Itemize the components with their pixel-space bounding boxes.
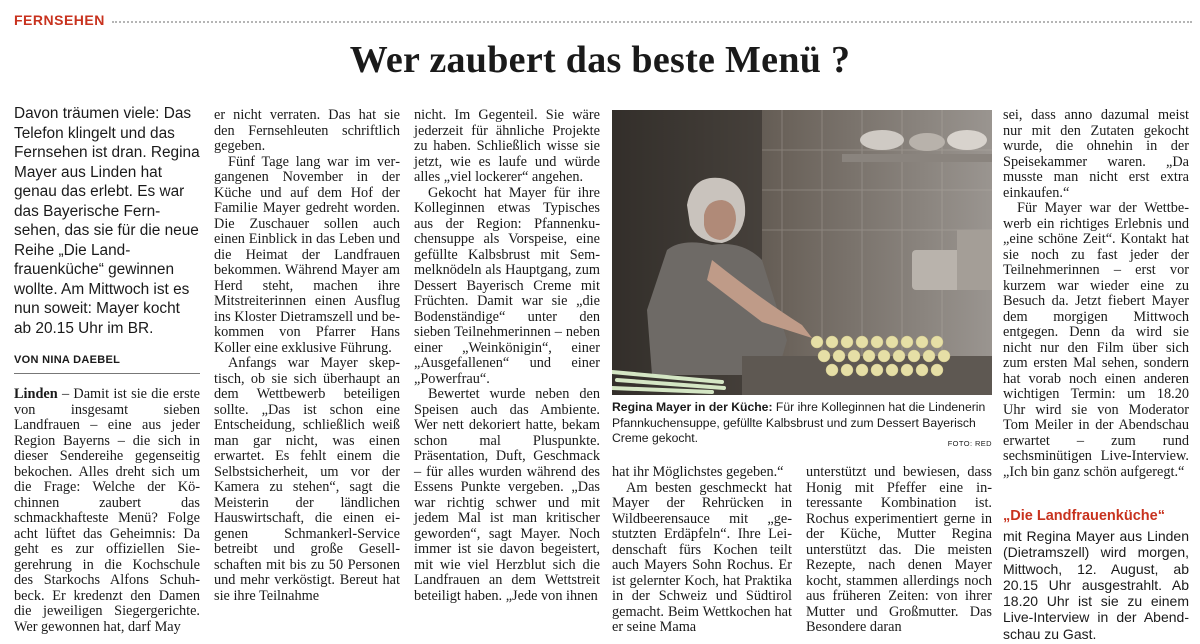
paragraph [14, 387, 200, 635]
article-column-2 [214, 108, 400, 604]
article-byline: VON NINA DAEBEL [14, 354, 121, 366]
kitchen-photo [612, 110, 992, 395]
photo-credit: FOTO: RED [947, 439, 992, 448]
paragraph: unterstützt und bewiesen, dass Honig mit Pfeffer eine interessante Kombination ist. Rochus experimentiert gerne in der Küche, Mutter Regina unterstützt das. Die meisten Rezepte, nach denen Mayer kocht, stammen allerdings noch aus früheren Zeiten: von ihrer Mutter und Großmutter. Das Besondere daran [806, 464, 992, 635]
article-column-6 [1003, 108, 1189, 480]
paragraph: hat ihr Möglichstes gegeben.“ [612, 464, 784, 480]
paragraph: Für Mayer war der Wettbewerb ein richtiges Erlebnis und „eine schöne Zeit“. Kontakt hat sie noch zu fast jeder der Teilnehmerinnen – erst vor kurzem war wieder eine zu Besuch da. Jetzt fiebert Mayer dem morgigen Mittwoch entgegen. Denn da wird sie nicht nur den Film über sich zum ersten Mal sehen, sondern hat vorab noch einen anderen wichtigen Termin: um 18.20 Uhr wird sie von Moderator Tom Meiler in der Abendschau erwartet – zum rund sechsminütigen Live-Interview. „Ich bin ganz schön aufgeregt.“ [1003, 200, 1189, 480]
paragraph: Bewertet wurde neben den Speisen auch das Ambiente. Wer nett dekoriert hatte, bekam schon mal Pluspunkte. Präsentation, Duft, Geschmack – für alles wurden während des Essens Punkte vergeben. „Das war richtig schwer und mit jedem Mal ist man kritischer geworden“, sagt Mayer. Noch immer ist sie davon begeistert, mit wie viel Herzblut sich die Landfrauen an dem Wettstreit beteiligt haben. „Jede von ihnen [414, 386, 600, 604]
infobox-text: mit Regina Mayer aus Linden (Dietramszell) wird morgen, Mittwoch, 12. August, ab 20.15 Uhr ausgestrahlt. Ab 18.20 Uhr ist sie zu einem Live-Interview in der Abendschau zu Gast. [1003, 528, 1189, 642]
article-column-5 [806, 465, 992, 636]
article-column-1 [14, 387, 200, 635]
article-photo [612, 110, 992, 395]
rubric-divider [112, 21, 1192, 23]
paragraph: Gekocht hat Mayer für ihre Kolleginnen etwas Typisches aus der Region: Pfannenkuchensuppe als Vorspeise, eine gefüllte Kalbsbrust mit Semmelknödeln als Hauptgang, zum Dessert Bayerisch Creme mit Früchten. Damit war sie „die Bodenständige“ unter den sieben Teilnehmerinnen – neben einer „Weinkönigin“, einer „Ausgefallenen“ und einer „Powerfrau“. [414, 184, 600, 387]
photo-caption [612, 400, 992, 452]
article-column-3 [414, 108, 600, 604]
infobox-title: „Die Landfrauenküche“ [1003, 508, 1165, 524]
article-column-4 [612, 465, 792, 636]
dateline: Linden [14, 386, 58, 402]
article-teaser: Davon träumen viele: Das Telefon klingelt und das Fernsehen ist dran. Regina Mayer aus Linden hat genau das erlebt. Es war das Bayerische Fernsehen, das sie für die neue Reihe „Die Landfrauenküche“ gewinnen wollte. Am Mittwoch ist es nun soweit: Mayer kocht ab 20.15 Uhr im BR. [14, 105, 200, 337]
section-rubric: FERNSEHEN [14, 12, 105, 28]
byline-divider [14, 373, 200, 374]
caption-title: Regina Mayer in der Küche: [612, 400, 773, 414]
paragraph-text: – Damit ist sie die erste von insgesamt sieben Landfrauen – eine aus jeder Region Bayerns – die sich in dieser Sendereihe gegenseitig bekochen. Alles dreht sich um die Frage: Welche der Köchinnen zaubert das schmackhafteste Menü? Folge acht lüftet das Geheimnis: Da geht es zur offiziellen Siegerehrung in die Kochschule des Starkochs Alfons Schuhbeck. Er kredenzt den Damen die jeweiligen Siegergerichte. Wer gewonnen hat, darf May [14, 386, 200, 635]
article-headline: Wer zaubert das beste Menü ? [349, 39, 851, 81]
paragraph: nicht. Im Gegenteil. Sie wäre jederzeit für ähnliche Projekte zu haben. Schließlich wisse sie jetzt, wie es laufe und würde alles „viel lockerer“ angehen. [414, 107, 600, 185]
caption-text: Für ihre Kolleginnen hat die Lindenerin Pfannkuchensuppe, gefüllte Kalbsbrust und zum Dessert Bayerisch Creme gekocht. [612, 400, 986, 445]
paragraph: Am besten geschmeckt hat Mayer der Rehrücken in Wildbeerensauce mit „gestutzten Erdäpfeln“. Ihre Leidenschaft fürs Kochen teilt auch Mayers Sohn Rochus. Er ist gelernter Koch, hat Praktika in der Schweiz und Südtirol gemacht. Beim Wettkochen hat er seine Mama [612, 479, 792, 635]
paragraph: er nicht verraten. Das hat sie den Fernsehleuten schriftlich gegeben. [214, 107, 400, 154]
paragraph: Fünf Tage lang war im vergangenen November in der Küche und auf dem Hof der Familie Mayer gedreht worden. Die Zuschauer sollen auch einen Einblick in das Leben und die Heimat der Landfrauen bekommen. Während Mayer am Herd steht, machen ihre Mitstreiterinnen einen Ausflug ins Kloster Dietramszell und bekommen von Pfarrer Hans Koller eine exklusive Führung. [214, 153, 400, 356]
paragraph: sei, dass anno dazumal meist nur mit den Zutaten gekocht wurde, die ohnehin in der Speisekammer waren. „Da musste man nicht erst extra einkaufen.“ [1003, 107, 1189, 201]
paragraph: Anfangs war Mayer skeptisch, ob sie sich überhaupt an dem Wettbewerb beteiligen sollte. „Das ist schon eine Entscheidung, schließlich weiß man gar nicht, was einen erwartet. Es fehlt einem die Selbstsicherheit, um vor der Kamera zu stehen“, sagt die Meisterin der ländlichen Hauswirtschaft, die einen eigenen Schmankerl-Service betreibt und große Gesellschaften mit bis zu 50 Personen und mehr verköstigt. Bereut hat sie ihre Teilnahme [214, 355, 400, 604]
